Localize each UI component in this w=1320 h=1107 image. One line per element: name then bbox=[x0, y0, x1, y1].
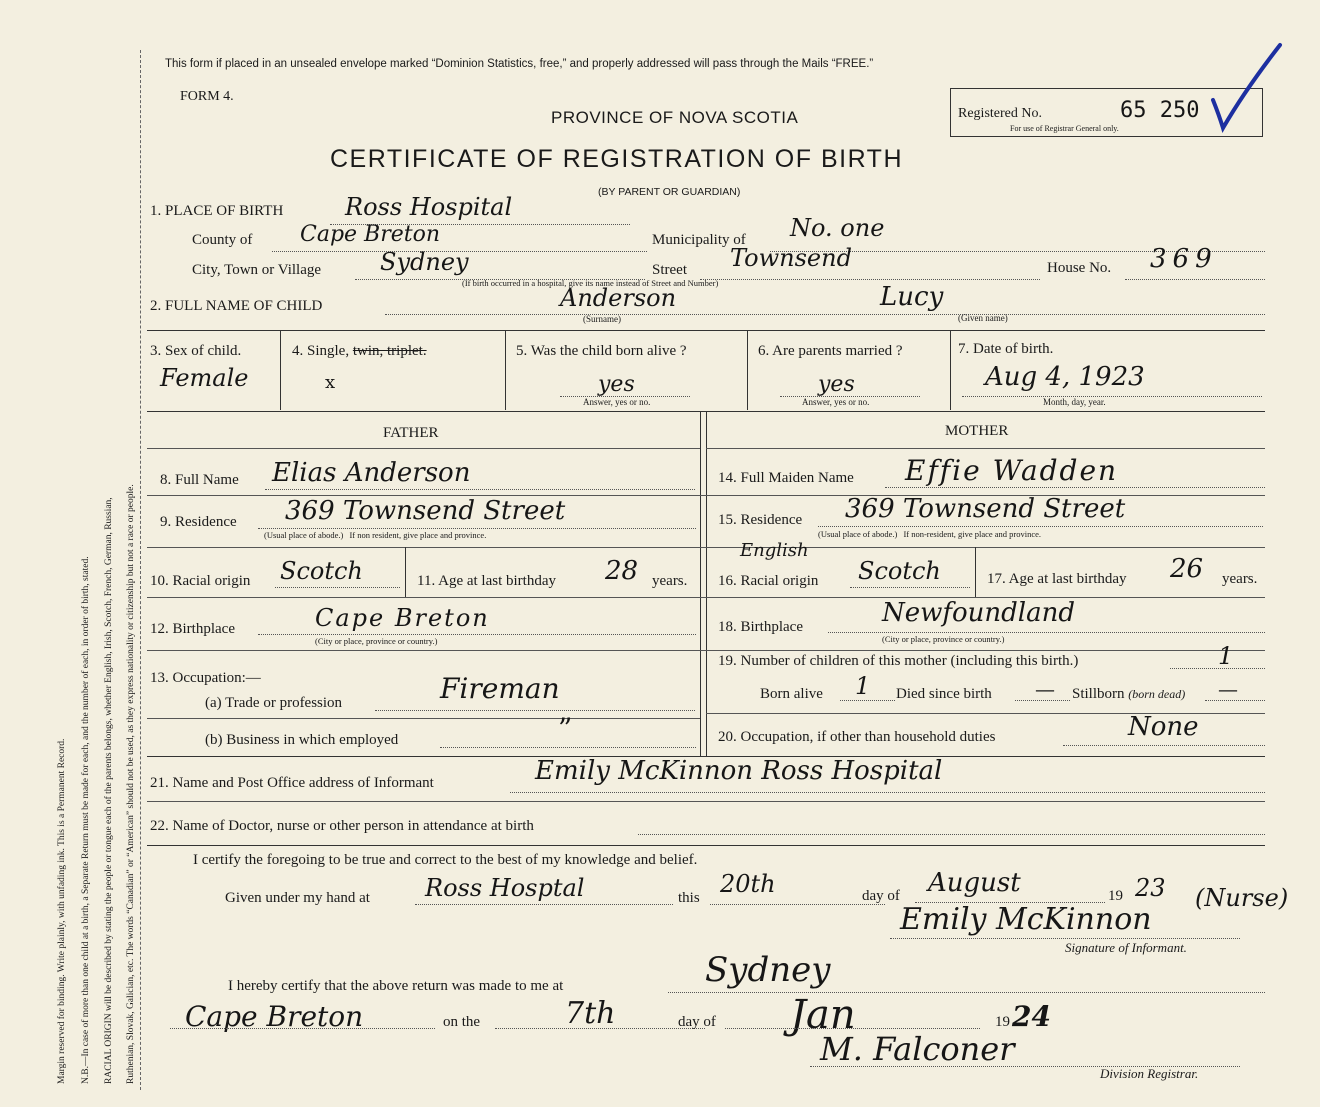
registrar-line: I hereby certify that the above return was made to me at bbox=[228, 978, 564, 994]
child-given-note: (Given name) bbox=[958, 313, 1008, 323]
born-alive-value: yes bbox=[598, 372, 635, 397]
mother-born-alive-value: 1 bbox=[855, 672, 871, 700]
sex-value: Female bbox=[160, 364, 249, 392]
father-race-label: 10. Racial origin bbox=[150, 573, 251, 589]
married-note: Answer, yes or no. bbox=[802, 397, 870, 407]
father-age-label: 11. Age at last birthday bbox=[417, 573, 556, 589]
mother-born-alive-label: Born alive bbox=[760, 686, 823, 702]
given-this-label: this bbox=[678, 890, 700, 906]
mother-race-value: Scotch bbox=[858, 557, 941, 585]
place-of-birth-value: Ross Hospital bbox=[345, 193, 513, 221]
registrar-month-value: Jan bbox=[790, 992, 856, 1038]
married-value: yes bbox=[818, 372, 855, 397]
stillborn-label: Stillborn bbox=[1072, 686, 1125, 702]
mother-birthplace-value: Newfoundland bbox=[882, 598, 1076, 628]
county-value: Cape Breton bbox=[300, 222, 441, 247]
father-name-label: 8. Full Name bbox=[160, 472, 239, 488]
father-birthplace-note: (City or place, province or country.) bbox=[315, 636, 438, 646]
registered-label: Registered No. bbox=[958, 106, 1042, 121]
registrar-place-value: Sydney bbox=[705, 950, 831, 990]
certificate-title: CERTIFICATE OF REGISTRATION OF BIRTH bbox=[330, 145, 904, 173]
margin-note-1: Margin reserved for binding. Write plainly, with unfading ink. This is a Permanent Record. bbox=[57, 738, 67, 1084]
margin-note-2: N.B.—In case of more than one child at a birth, a Separate Return must be made for each, and the number of each, in order of birth, stated. bbox=[81, 556, 91, 1084]
informant-signature-extra: (Nurse) bbox=[1195, 884, 1289, 912]
father-trade-label: (a) Trade or profession bbox=[205, 695, 343, 711]
given-day-of-label: day of bbox=[862, 888, 900, 904]
single-value: x bbox=[325, 372, 336, 393]
registrar-day-value: 7th bbox=[565, 996, 616, 1031]
registered-number: 65 250 bbox=[1120, 98, 1200, 123]
province-title: PROVINCE OF NOVA SCOTIA bbox=[551, 108, 799, 127]
form-number: FORM 4. bbox=[180, 89, 234, 104]
father-heading: FATHER bbox=[383, 425, 439, 441]
dob-value: Aug 4, 1923 bbox=[985, 362, 1145, 392]
registrar-day-of: day of bbox=[678, 1014, 716, 1030]
child-surname: Anderson bbox=[560, 284, 677, 312]
single-label-b: twin, triplet. bbox=[352, 343, 427, 359]
child-name-label: 2. FULL NAME OF CHILD bbox=[150, 298, 323, 314]
top-notice: This form if placed in an unsealed envelope marked “Dominion Statistics, free,” and properly addressed will pass through the Mails “FREE.” bbox=[165, 58, 874, 70]
mother-age-value: 26 bbox=[1170, 554, 1204, 584]
margin-note-4: Ruthenian, Slovak, Galician, etc. The words “Canadian” or “American” should not be used, as they express nationality or citizenship but not a race or people. bbox=[126, 484, 136, 1084]
given-day-value: 20th bbox=[720, 870, 776, 898]
certificate-subtitle: (BY PARENT OR GUARDIAN) bbox=[598, 186, 741, 198]
father-residence-value: 369 Townsend Street bbox=[285, 496, 566, 526]
mother-years: years. bbox=[1222, 571, 1258, 587]
informant-label: 21. Name and Post Office address of Informant bbox=[150, 775, 434, 791]
mother-died-value: — bbox=[1035, 677, 1055, 701]
mother-race-label: 16. Racial origin bbox=[718, 573, 819, 589]
given-year-value: 23 bbox=[1135, 874, 1166, 902]
county-label: County of bbox=[192, 232, 253, 248]
father-business-value: ” bbox=[558, 712, 573, 745]
informant-signature-label: Signature of Informant. bbox=[1065, 940, 1187, 955]
mother-name-value: Effie Wadden bbox=[905, 454, 1119, 487]
child-surname-note: (Surname) bbox=[583, 314, 621, 324]
registrar-year-value: 24 bbox=[1012, 1000, 1051, 1033]
mother-residence-label: 15. Residence bbox=[718, 512, 803, 528]
certify-line: I certify the foregoing to be true and correct to the best of my knowledge and belief. bbox=[193, 852, 698, 868]
father-name-value: Elias Anderson bbox=[272, 458, 471, 488]
informant-signature: Emily McKinnon bbox=[900, 902, 1152, 937]
born-alive-note: Answer, yes or no. bbox=[583, 397, 651, 407]
mother-age-label: 17. Age at last birthday bbox=[987, 571, 1127, 587]
father-birthplace-value: Cape Breton bbox=[315, 604, 490, 632]
mother-occupation-value: None bbox=[1128, 712, 1199, 742]
house-value: 369 bbox=[1150, 244, 1218, 274]
mother-residence-note-a: (Usual place of abode.) bbox=[818, 529, 898, 539]
child-given-name: Lucy bbox=[880, 282, 944, 312]
street-label: Street bbox=[652, 262, 687, 278]
mother-heading: MOTHER bbox=[945, 423, 1009, 439]
father-age-value: 28 bbox=[605, 556, 639, 586]
mother-children-value: 1 bbox=[1218, 642, 1234, 670]
mother-stillborn-label bbox=[1072, 686, 1185, 703]
mother-race-extra: English bbox=[740, 540, 809, 561]
margin-note-3: RACIAL ORIGIN will be described by stating the people or tongue each of the parents belongs, whether English, Irish, Scotch, French, German, Russian, bbox=[104, 497, 114, 1084]
father-residence-note-a: (Usual place of abode.) bbox=[264, 530, 344, 540]
mother-birthplace-label: 18. Birthplace bbox=[718, 619, 803, 635]
informant-value: Emily McKinnon Ross Hospital bbox=[535, 756, 943, 786]
city-label: City, Town or Village bbox=[192, 262, 322, 278]
father-residence-label: 9. Residence bbox=[160, 514, 237, 530]
mother-occupation-label: 20. Occupation, if other than household duties bbox=[718, 729, 996, 745]
checkmark-icon bbox=[1205, 40, 1285, 135]
father-residence-note-b: If non resident, give place and province. bbox=[349, 530, 487, 540]
doctor-label: 22. Name of Doctor, nurse or other person in attendance at birth bbox=[150, 818, 534, 834]
mother-name-label: 14. Full Maiden Name bbox=[718, 470, 854, 486]
given-month-value: August bbox=[928, 868, 1021, 898]
sex-label: 3. Sex of child. bbox=[150, 343, 242, 359]
father-occupation-label: 13. Occupation:— bbox=[150, 670, 261, 686]
registrar-place2-value: Cape Breton bbox=[185, 1000, 364, 1033]
married-label: 6. Are parents married ? bbox=[758, 343, 903, 359]
city-note: (If birth occurred in a hospital, give its name instead of Street and Number) bbox=[462, 278, 719, 288]
mother-stillborn-value: — bbox=[1218, 677, 1238, 701]
mother-died-label: Died since birth bbox=[896, 686, 992, 702]
registrar-on-the: on the bbox=[443, 1014, 481, 1030]
single-label-a: 4. Single, bbox=[292, 343, 350, 359]
registrar-year-prefix: 19 bbox=[995, 1014, 1010, 1030]
mother-residence-note bbox=[818, 529, 1041, 539]
street-value: Townsend bbox=[730, 244, 852, 272]
registrar-signature: M. Falconer bbox=[820, 1030, 1015, 1068]
city-value: Sydney bbox=[380, 248, 469, 276]
municipality-value: No. one bbox=[790, 214, 885, 242]
place-of-birth-label: 1. PLACE OF BIRTH bbox=[150, 203, 284, 219]
stillborn-note: (born dead) bbox=[1128, 687, 1186, 701]
father-years: years. bbox=[652, 573, 688, 589]
father-residence-note bbox=[264, 530, 486, 540]
father-race-value: Scotch bbox=[280, 557, 363, 585]
dob-note: Month, day, year. bbox=[1043, 397, 1106, 407]
father-birthplace-label: 12. Birthplace bbox=[150, 621, 235, 637]
dob-label: 7. Date of birth. bbox=[958, 341, 1054, 357]
given-under-label: Given under my hand at bbox=[225, 890, 370, 906]
father-trade-value: Fireman bbox=[440, 672, 560, 705]
municipality-label: Municipality of bbox=[652, 232, 746, 248]
single-label bbox=[292, 343, 427, 360]
margin-line bbox=[140, 50, 141, 1090]
given-year-prefix: 19 bbox=[1108, 888, 1123, 904]
father-business-label: (b) Business in which employed bbox=[205, 732, 399, 748]
mother-residence-note-b: If non-resident, give place and province. bbox=[903, 529, 1042, 539]
registrar-label: Division Registrar. bbox=[1100, 1066, 1199, 1081]
mother-birthplace-note: (City or place, province or country.) bbox=[882, 634, 1005, 644]
born-alive-label: 5. Was the child born alive ? bbox=[516, 343, 687, 359]
mother-children-label: 19. Number of children of this mother (including this birth.) bbox=[718, 653, 1079, 669]
mother-residence-value: 369 Townsend Street bbox=[845, 494, 1126, 524]
registered-note: For use of Registrar General only. bbox=[1010, 124, 1119, 133]
house-label: House No. bbox=[1047, 260, 1112, 276]
given-place-value: Ross Hosptal bbox=[425, 874, 585, 902]
